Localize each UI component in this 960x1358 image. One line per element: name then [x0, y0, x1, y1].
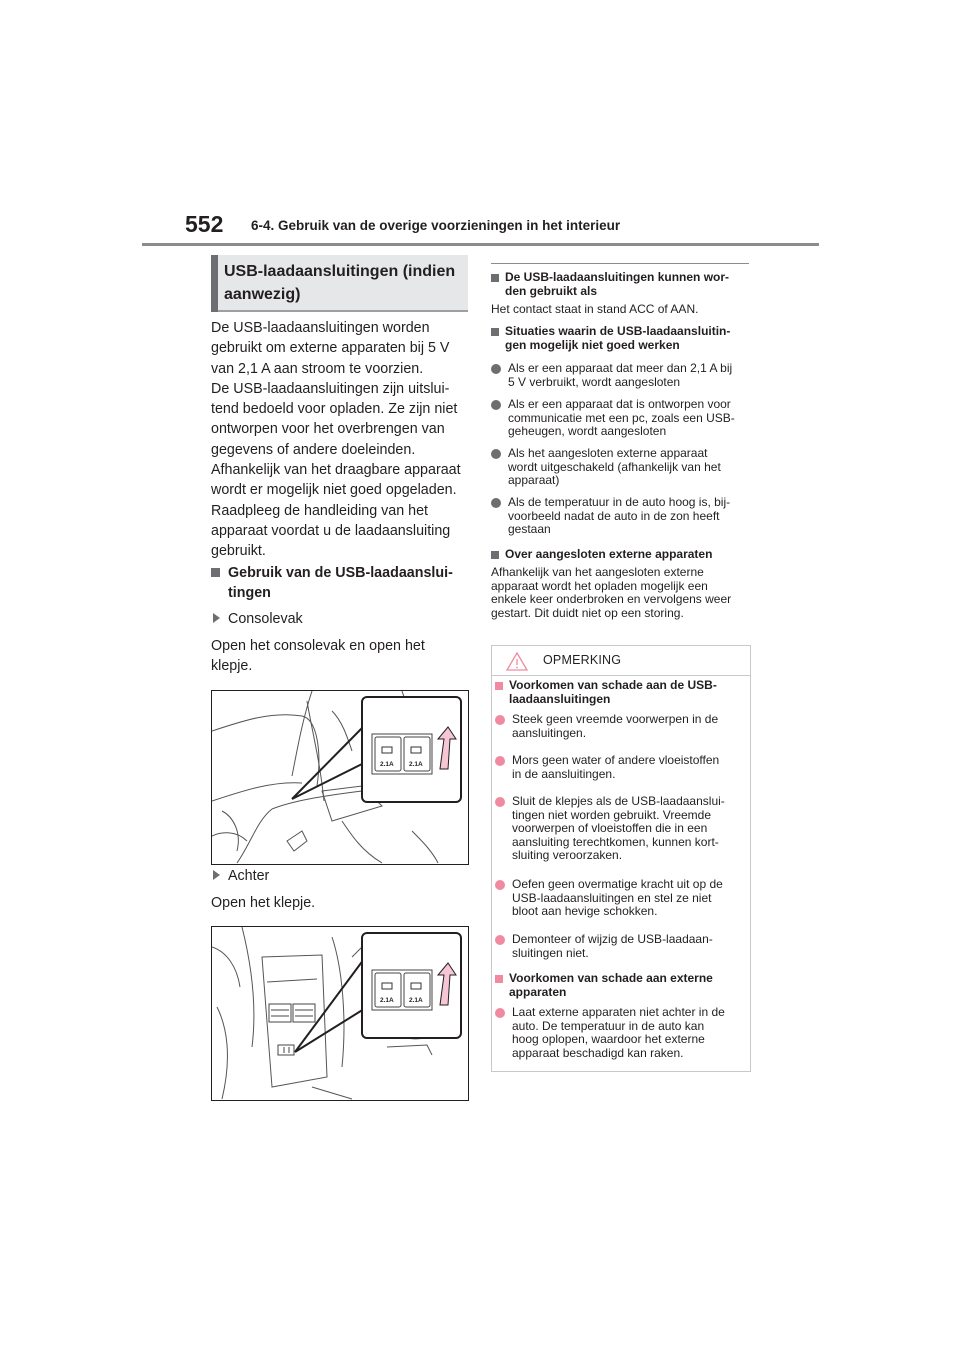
text-line: gebruikt.	[211, 543, 266, 560]
intro-paragraph	[211, 318, 469, 562]
triangle-bullet-icon	[213, 613, 220, 623]
square-bullet-icon	[491, 328, 499, 336]
external-damage-heading	[495, 972, 747, 999]
text-line: apparaten	[509, 984, 567, 999]
text-line: Afhankelijk van het draagbare apparaat	[211, 462, 461, 479]
text-line: Sluit de klepjes als de USB-laadaanslui-	[512, 794, 725, 808]
port-label: 2.1A	[409, 761, 423, 768]
situation-item	[491, 447, 753, 488]
port-label: 2.1A	[380, 997, 394, 1004]
text-line: Steek geen vreemde voorwerpen in de	[512, 712, 719, 726]
external-heading	[491, 548, 753, 562]
situations-heading	[491, 325, 753, 352]
text-line: Laat externe apparaten niet achter in de	[512, 1005, 725, 1019]
rear-label	[213, 868, 269, 884]
round-bullet-icon	[495, 756, 505, 766]
can-use-text: Het contact staat in stand ACC of AAN.	[491, 302, 699, 316]
text-line: aansluitingen.	[512, 725, 587, 740]
note-item	[495, 713, 747, 740]
text-line: apparaat voordat u de laadaansluiting	[211, 522, 451, 539]
text-line: van 2,1 A aan stroom te voorzien.	[211, 360, 424, 377]
console-usb-illustration	[211, 690, 469, 865]
text-line: Over aangesloten externe apparaten	[505, 547, 713, 561]
text-line: Als de temperatuur in de auto hoog is, bij-	[508, 495, 731, 509]
text-line: De USB-laadaansluitingen worden	[211, 320, 430, 336]
text-line: gegevens of andere doeleinden.	[211, 441, 416, 458]
text-line: klepje.	[211, 658, 253, 675]
section-heading: USB-laadaansluitingen (indien aanwezig)	[224, 263, 456, 303]
text-line: USB-laadaansluitingen en stel ze niet	[512, 890, 712, 905]
text-line: Gebruik van de USB-laadaanslui-	[228, 565, 453, 581]
triangle-bullet-icon	[213, 870, 220, 880]
round-bullet-icon	[491, 498, 501, 508]
text-line: gestart. Dit duidt niet op een storing.	[491, 605, 684, 620]
text-line: auto. De temperatuur in de auto kan	[512, 1018, 705, 1033]
text-line: De USB-laadaansluitingen kunnen wor-	[505, 270, 730, 284]
text-line: voorbeeld nadat de auto in de zon heeft	[508, 508, 720, 523]
note-item	[495, 754, 747, 781]
text-line: sluitingen niet.	[512, 945, 589, 960]
text-line: tingen	[228, 585, 271, 602]
square-bullet-icon	[491, 551, 499, 559]
round-bullet-icon	[491, 449, 501, 459]
text-line: gen mogelijk niet goed werken	[505, 337, 680, 352]
section-title: 6-4. Gebruik van de overige voorzieningen in het interieur	[251, 218, 621, 233]
square-bullet-icon	[491, 274, 499, 282]
square-bullet-icon	[495, 975, 503, 983]
text-line: bloot aan hevige schokken.	[512, 904, 658, 918]
text-line: apparaat)	[508, 473, 560, 487]
console-drawing	[212, 691, 468, 864]
port-label: 2.1A	[409, 997, 423, 1004]
text-line: 5 V verbruikt, wordt aangesloten	[508, 374, 681, 389]
text-line: wordt er mogelijk niet goed opgeladen.	[211, 482, 457, 499]
round-bullet-icon	[495, 715, 505, 725]
situation-item	[491, 362, 753, 389]
text-line: sluiting veroorzaken.	[512, 848, 623, 862]
note-box	[491, 645, 751, 1072]
rear-drawing	[212, 927, 468, 1100]
text-line: den gebruikt als	[505, 283, 598, 298]
page-number: 552	[185, 211, 224, 237]
text-line: Demonteer of wijzig de USB-laadaan-	[512, 932, 713, 946]
text-line: hoog oplopen, waardoor het externe	[512, 1032, 705, 1046]
text-line: apparaat beschadigd kan raken.	[512, 1045, 684, 1060]
text-line: Afhankelijk van het aangesloten externe	[491, 565, 704, 579]
note-item	[495, 878, 747, 919]
round-bullet-icon	[491, 364, 501, 374]
text-line: Voorkomen van schade aan de USB-	[509, 678, 717, 692]
rear-label-text: Achter	[228, 868, 270, 884]
text-line: tingen niet worden gebruikt. Vreemde	[512, 807, 712, 822]
text-line: voorwerpen of vloeistoffen die in een	[512, 821, 708, 835]
note-header	[492, 646, 750, 676]
text-line: Open het consolevak en open het	[211, 638, 425, 654]
text-line: Oefen geen overmatige kracht uit op de	[512, 877, 723, 891]
text-line: Voorkomen van schade aan externe	[509, 971, 713, 985]
round-bullet-icon	[495, 935, 505, 945]
note-item	[495, 933, 747, 960]
usage-heading	[211, 563, 466, 604]
text-line: enkele keer onderbroken en vervolgens weer	[491, 592, 732, 606]
external-text	[491, 566, 753, 620]
round-bullet-icon	[495, 880, 505, 890]
square-bullet-icon	[495, 682, 503, 690]
text-line: Situaties waarin de USB-laadaansluitin-	[505, 324, 731, 338]
text-line: geheugen, wordt aangesloten	[508, 424, 667, 438]
round-bullet-icon	[491, 400, 501, 410]
note-item	[495, 1006, 747, 1060]
warning-icon	[506, 652, 528, 671]
note-title: OPMERKING	[543, 653, 622, 667]
text-line: ontworpen voor het overbrengen van	[211, 421, 445, 438]
situation-item	[491, 398, 753, 439]
text-line: Als het aangesloten externe apparaat	[508, 446, 708, 460]
text-line: communicatie met een pc, zoals een USB-	[508, 410, 735, 425]
header-divider	[142, 243, 819, 246]
square-bullet-icon	[211, 568, 220, 577]
text-line: gebruikt om externe apparaten bij 5 V	[211, 340, 450, 357]
round-bullet-icon	[495, 1008, 505, 1018]
rear-description: Open het klepje.	[211, 895, 316, 911]
right-column-divider	[491, 263, 749, 264]
console-description	[211, 636, 466, 677]
text-line: laadaansluitingen	[509, 691, 611, 706]
text-line: gestaan	[508, 522, 551, 536]
console-label	[213, 611, 303, 627]
usb-damage-heading	[495, 679, 747, 706]
console-label-text: Consolevak	[228, 611, 303, 627]
text-line: Raadpleeg de handleiding van het	[211, 502, 429, 519]
text-line: aansluiting terechtkomen, kunnen kort-	[512, 834, 719, 849]
text-line: Als er een apparaat dat meer dan 2,1 A bij	[508, 361, 733, 375]
section-heading-bar	[211, 255, 218, 312]
round-bullet-icon	[495, 797, 505, 807]
rear-usb-illustration	[211, 926, 469, 1101]
text-line: De USB-laadaansluitingen zijn uitslui-	[211, 380, 450, 397]
text-line: tend bedoeld voor opladen. Ze zijn niet	[211, 401, 458, 418]
text-line: wordt uitgeschakeld (afhankelijk van het	[508, 459, 721, 474]
text-line: Als er een apparaat dat is ontworpen voor	[508, 397, 731, 411]
text-line: Mors geen water of andere vloeistoffen	[512, 753, 720, 767]
text-line: apparaat wordt het opladen mogelijk een	[491, 578, 708, 593]
situation-item	[491, 496, 753, 537]
can-use-heading	[491, 271, 751, 298]
section-heading-box	[211, 255, 468, 312]
port-label: 2.1A	[380, 761, 394, 768]
note-item	[495, 795, 747, 863]
text-line: in de aansluitingen.	[512, 766, 616, 781]
